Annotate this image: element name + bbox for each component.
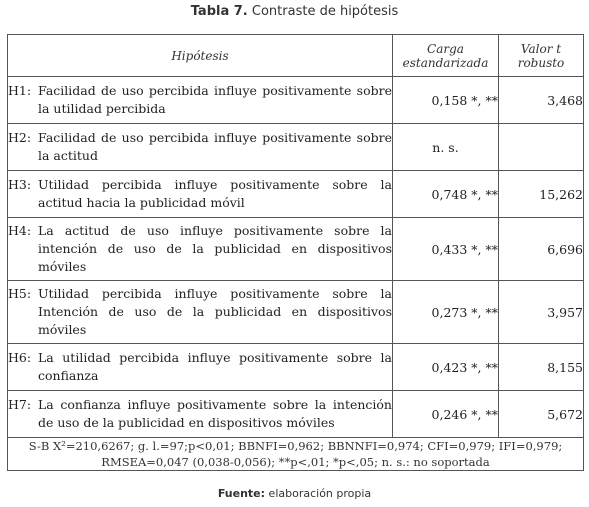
loading-cell: 0,158 *, **: [393, 77, 499, 124]
hypothesis-text: Utilidad percibida influye positivamente sobre la Intención de uso de la publicidad en dispositivos móviles: [38, 286, 392, 337]
hypothesis-table: [7, 34, 584, 471]
loading-cell: 0,423 *, **: [393, 344, 499, 391]
loading-cell: 0,273 *, **: [393, 281, 499, 344]
table-row: [8, 218, 584, 281]
value-cell: 6,696: [499, 218, 584, 281]
value-cell: 3,468: [499, 77, 584, 124]
source-label: Fuente:: [217, 487, 266, 500]
hypothesis-id: H1:: [8, 83, 32, 98]
loading-cell: 0,433 *, **: [393, 218, 499, 281]
value-cell: 8,155: [499, 344, 584, 391]
caption-text: Contraste de hipótesis: [251, 4, 399, 19]
header-row: [8, 35, 584, 77]
value-cell: 3,957: [499, 281, 584, 344]
hypothesis-id: H4:: [8, 223, 32, 238]
hypothesis-text: La confianza influye positivamente sobre la intención de uso de la publicidad en dispositivos móviles: [38, 397, 392, 430]
table-source: [0, 487, 589, 500]
hypothesis-text: La actitud de uso influye positivamente sobre la intención de uso de la publicidad en dispositivos móviles: [38, 223, 392, 274]
table-caption: [0, 4, 589, 19]
note-line-2: RMSEA=0,047 (0,038-0,056); **p<,01; *p<,05; n. s.: no soportada: [101, 455, 490, 469]
note-row: [8, 438, 584, 471]
table-row: [8, 77, 584, 124]
fit-indices-note: [8, 438, 584, 471]
table-row: [8, 171, 584, 218]
header-hypothesis: Hipótesis: [8, 35, 393, 77]
table-row: [8, 344, 584, 391]
hypothesis-text: Utilidad percibida influye positivamente sobre la actitud hacia la publicidad móvil: [38, 177, 392, 210]
hypothesis-text: Facilidad de uso percibida influye positivamente sobre la utilidad percibida: [38, 83, 392, 116]
hypothesis-id: H2:: [8, 130, 32, 145]
loading-cell: n. s.: [393, 124, 499, 171]
header-value: Valor t robusto: [499, 35, 584, 77]
table-row: [8, 124, 584, 171]
table-row: [8, 391, 584, 438]
hypothesis-id: H3:: [8, 177, 32, 192]
table-row: [8, 281, 584, 344]
hypothesis-id: H6:: [8, 350, 32, 365]
header-loading: Carga estandarizada: [393, 35, 499, 77]
value-cell: [499, 124, 584, 171]
hypothesis-id: H5:: [8, 286, 32, 301]
loading-cell: 0,246 *, **: [393, 391, 499, 438]
caption-label: Tabla 7.: [190, 4, 248, 19]
hypothesis-text: La utilidad percibida influye positivamente sobre la confianza: [38, 350, 392, 383]
loading-cell: 0,748 *, **: [393, 171, 499, 218]
note-line-1: S-B X²=210,6267; g. l.=97;p<0,01; BBNFI=0,962; BBNNFI=0,974; CFI=0,979; IFI=0,979;: [28, 439, 563, 453]
value-cell: 5,672: [499, 391, 584, 438]
value-cell: 15,262: [499, 171, 584, 218]
hypothesis-id: H7:: [8, 397, 32, 412]
source-text: elaboración propia: [268, 487, 372, 500]
hypothesis-text: Facilidad de uso percibida influye positivamente sobre la actitud: [38, 130, 392, 163]
